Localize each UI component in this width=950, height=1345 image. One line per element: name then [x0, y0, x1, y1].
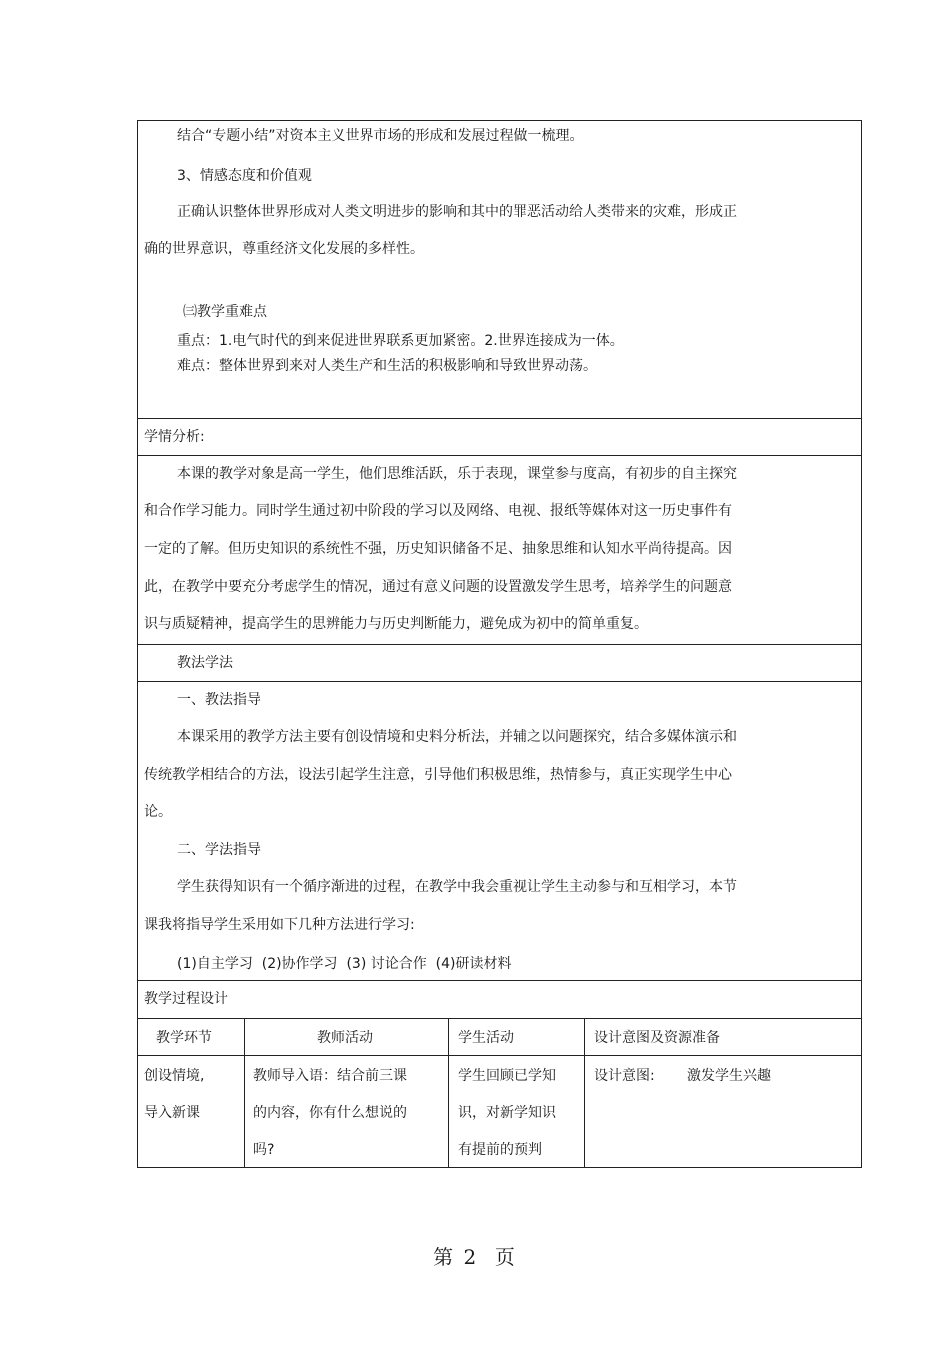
key-point: 重点：1.电气时代的到来促进世界联系更加紧密。2.世界连接成为一体。 [177, 333, 624, 349]
summary-line: 结合“专题小结”对资本主义世界市场的形成和发展过程做一梳理。 [177, 128, 584, 144]
row-divider [137, 1018, 861, 1019]
student-analysis-line: 和合作学习能力。同时学生通过初中阶段的学习以及网络、电视、报纸等媒体对这一历史事件有 [144, 503, 732, 519]
methods-heading: 教法学法 [177, 655, 233, 671]
table-bottom-border [137, 1167, 861, 1168]
student-analysis-heading: 学情分析: [144, 429, 205, 445]
emotion-heading: 3、情感态度和价值观 [177, 168, 312, 184]
teacher-cell-line: 教师导入语：结合前三课 [253, 1068, 407, 1084]
teacher-cell-line: 的内容，你有什么想说的 [253, 1105, 407, 1121]
difficult-point: 难点：整体世界到来对人类生产和生活的积极影响和导致世界动荡。 [177, 358, 597, 374]
process-heading: 教学过程设计 [144, 991, 228, 1007]
row-divider [137, 455, 861, 456]
column-header-student: 学生活动 [458, 1030, 514, 1046]
column-divider [584, 1018, 585, 1168]
learning-method-heading: 二、学法指导 [177, 842, 261, 858]
column-header-stage: 教学环节 [156, 1030, 212, 1046]
student-cell-line: 有提前的预判 [458, 1142, 542, 1158]
intent-value: 激发学生兴趣 [687, 1068, 771, 1084]
stage-cell-line: 导入新课 [144, 1105, 200, 1121]
student-cell-line: 学生回顾已学知 [458, 1068, 556, 1084]
row-divider [137, 980, 861, 981]
row-divider [137, 418, 861, 419]
row-divider [137, 644, 861, 645]
emotion-text-line: 确的世界意识，尊重经济文化发展的多样性。 [144, 241, 424, 257]
stage-cell-line: 创设情境, [144, 1068, 205, 1084]
column-header-teacher: 教师活动 [317, 1030, 373, 1046]
teaching-method-line: 传统教学相结合的方法，设法引起学生注意，引导他们积极思维，热情参与，真正实现学生中心 [144, 767, 732, 783]
learning-method-line: 学生获得知识有一个循序渐进的过程，在教学中我会重视让学生主动参与和互相学习，本节 [177, 879, 737, 895]
learning-methods-list: (1)自主学习 (2)协作学习 (3) 讨论合作 (4)研读材料 [177, 956, 512, 972]
emotion-text-line: 正确认识整体世界形成对人类文明进步的影响和其中的罪恶活动给人类带来的灾难，形成正 [177, 204, 737, 220]
student-analysis-line: 本课的教学对象是高一学生，他们思维活跃，乐于表现，课堂参与度高，有初步的自主探究 [177, 466, 737, 482]
row-divider [137, 681, 861, 682]
intent-label: 设计意图: [594, 1068, 655, 1084]
teaching-method-line: 本课采用的教学方法主要有创设情境和史料分析法，并辅之以问题探究，结合多媒体演示和 [177, 729, 737, 745]
column-divider [244, 1018, 245, 1168]
teaching-method-line: 论。 [144, 804, 172, 820]
column-divider [448, 1018, 449, 1168]
page-number: 第 2 页 [433, 1245, 517, 1269]
teaching-method-heading: 一、教法指导 [177, 692, 261, 708]
learning-method-line: 课我将指导学生采用如下几种方法进行学习: [144, 917, 415, 933]
student-analysis-line: 此，在教学中要充分考虑学生的情况，通过有意义问题的设置激发学生思考，培养学生的问题意 [144, 579, 732, 595]
teacher-cell-line: 吗? [253, 1142, 275, 1158]
student-analysis-line: 识与质疑精神，提高学生的思辨能力与历史判断能力，避免成为初中的简单重复。 [144, 616, 648, 632]
row-divider [137, 1055, 861, 1056]
table-top-border [137, 120, 861, 121]
keypoints-heading: ㈢教学重难点 [183, 304, 267, 320]
student-analysis-line: 一定的了解。但历史知识的系统性不强，历史知识储备不足、抽象思维和认知水平尚待提高。因 [144, 541, 732, 557]
column-header-intent: 设计意图及资源准备 [594, 1030, 720, 1046]
student-cell-line: 识，对新学知识 [458, 1105, 556, 1121]
